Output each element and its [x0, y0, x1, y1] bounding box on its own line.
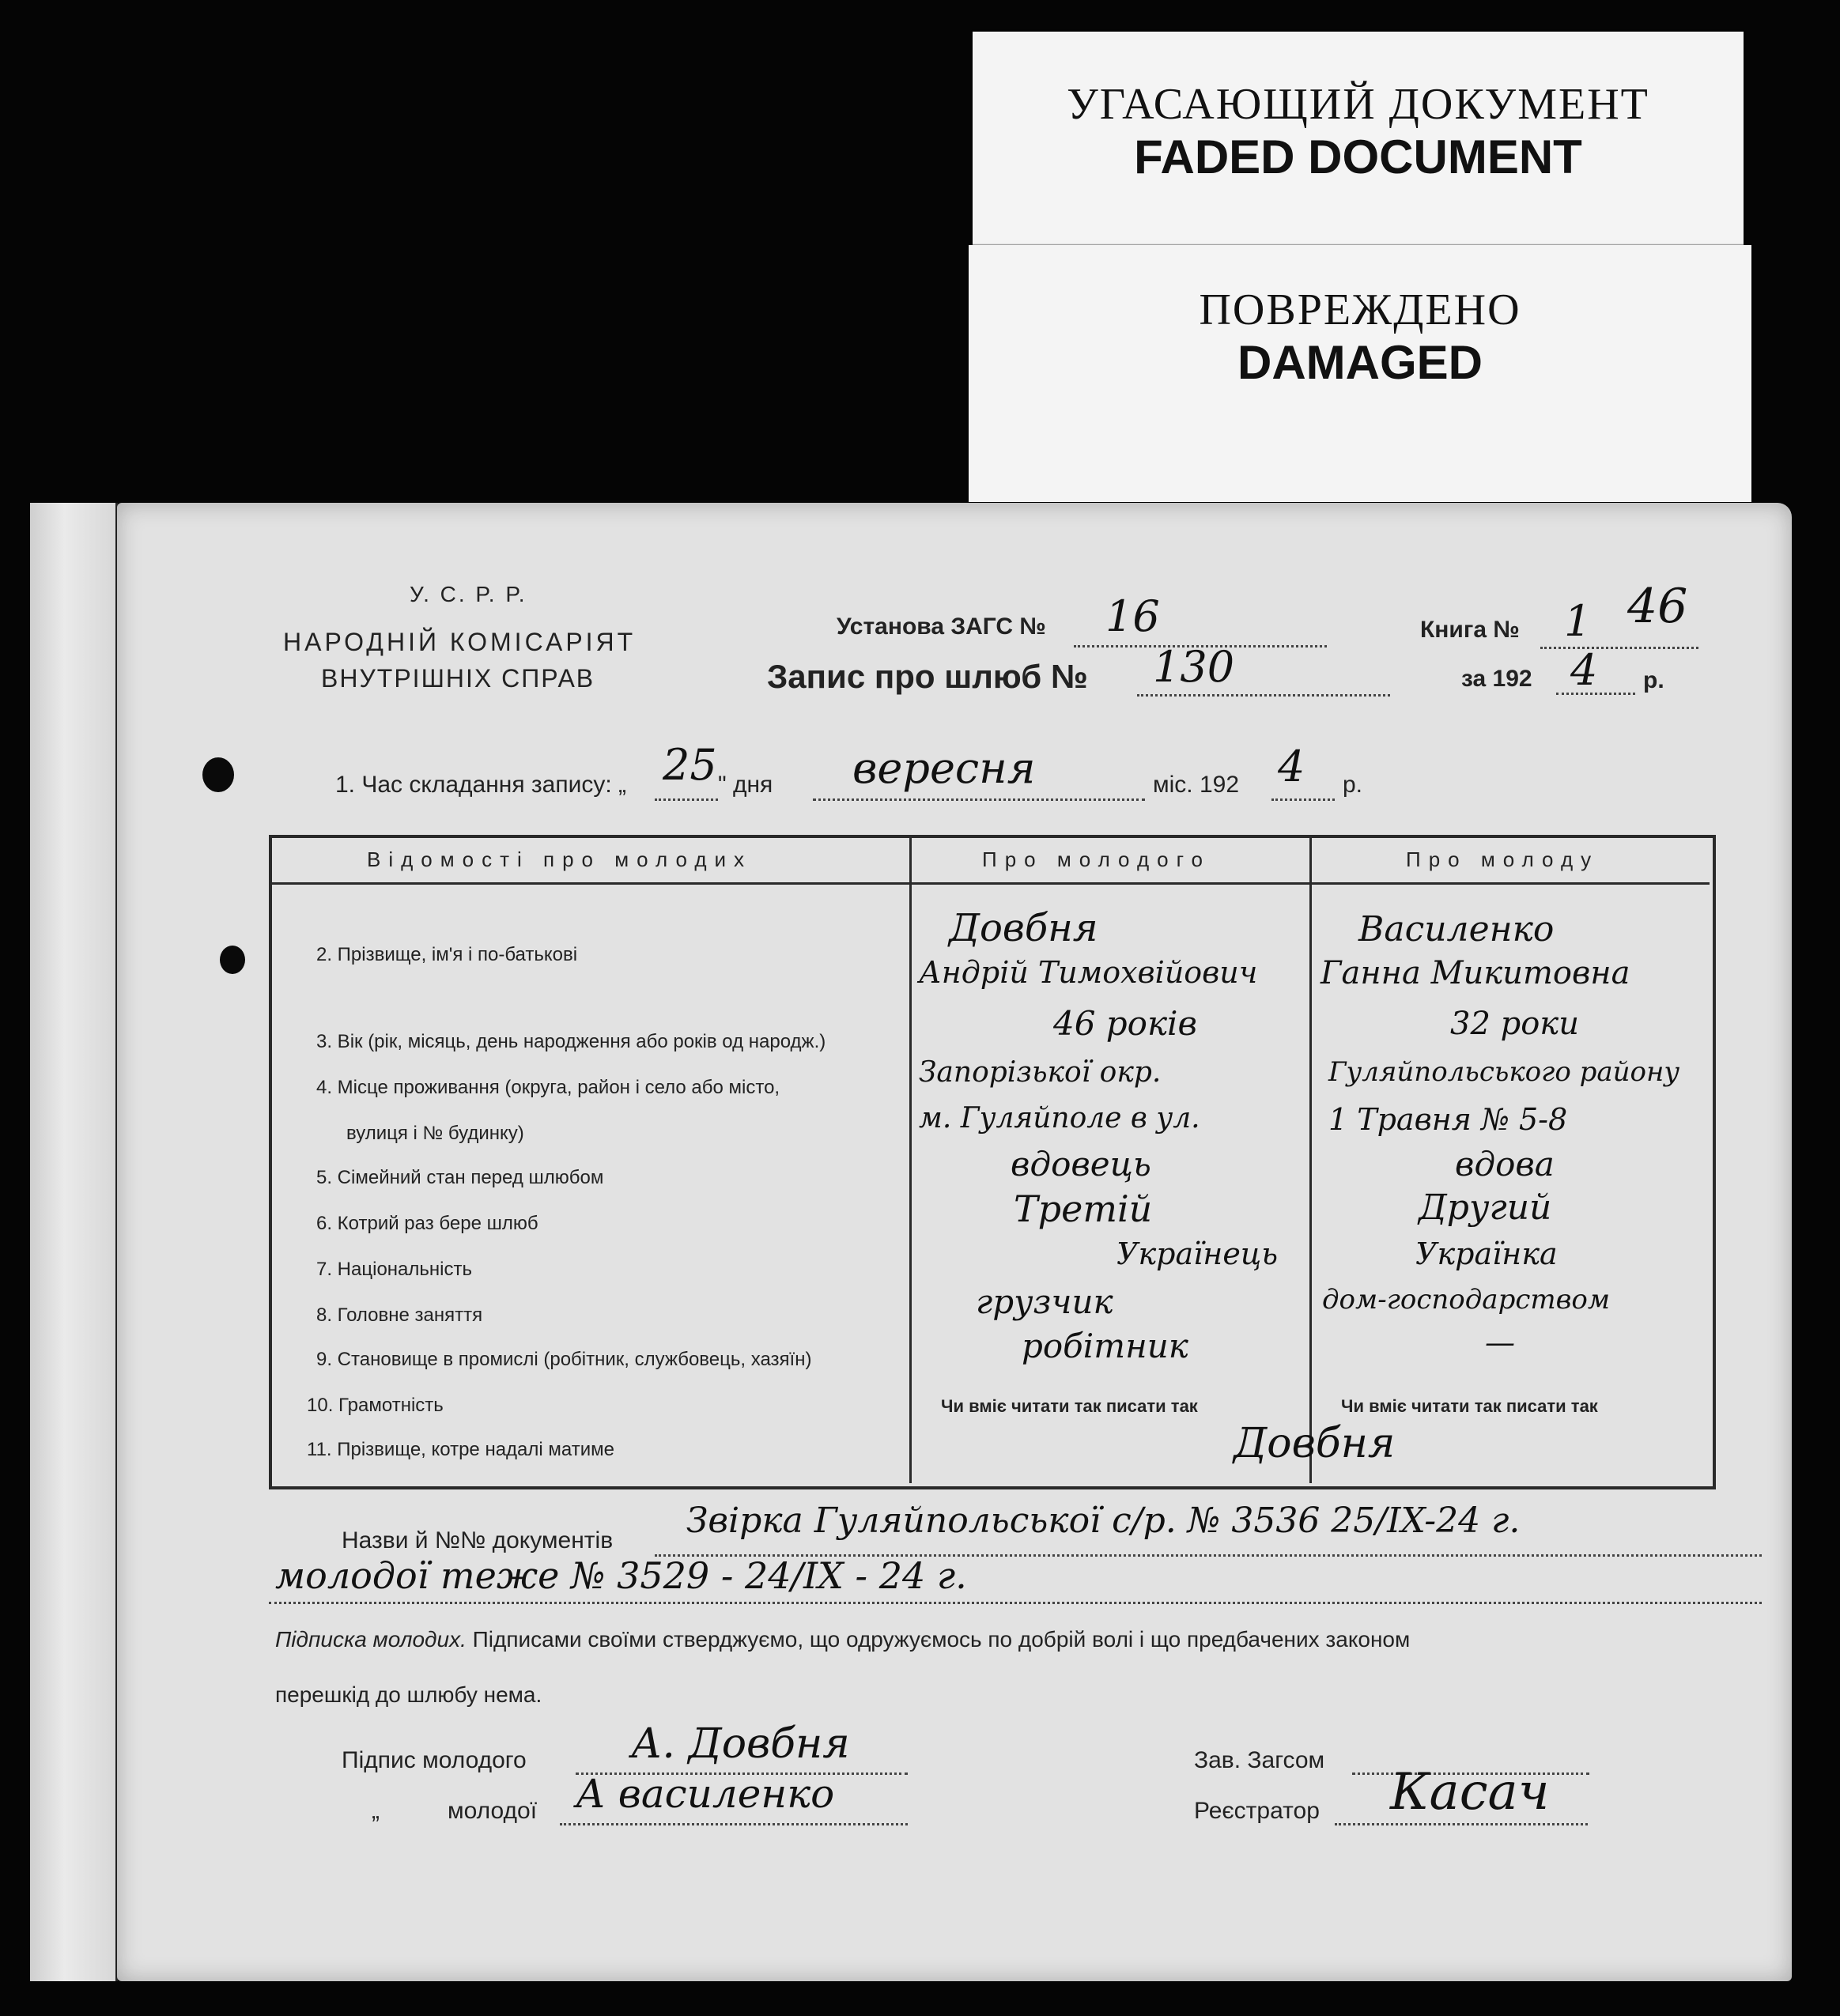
row-label-literacy: 10. Грамотність: [307, 1395, 444, 1416]
damaged-en-text: DAMAGED: [1237, 336, 1483, 389]
documents-value-1: Звірка Гуляйпольської с/р. № 3536 25/IX-24 г.: [686, 1501, 1521, 1541]
row-label-residence-2: вулиця і № будинку): [346, 1123, 524, 1144]
state-abbrev: У. С. Р. Р.: [410, 582, 527, 606]
book-no-line: [1540, 647, 1698, 649]
groom-future-surname: Довбня: [1234, 1420, 1396, 1467]
row-label-nationality: 7. Національність: [316, 1259, 472, 1280]
faded-en-text: FADED DOCUMENT: [1134, 130, 1582, 183]
table-header-groom: Про молодого: [982, 848, 1211, 871]
bride-signature-prefix: „: [372, 1798, 380, 1824]
groom-surname: Довбня: [949, 906, 1098, 950]
groom-given-names: Андрій Тимохвійович: [919, 955, 1258, 990]
declaration-lead: Підписка молодих.: [275, 1627, 467, 1652]
record-day-value: 25: [663, 740, 717, 790]
damaged-ru-text: ПОВРЕЖДЕНО: [1199, 285, 1521, 334]
registrar-signature: Касач: [1390, 1763, 1550, 1822]
office-no-value: 16: [1105, 591, 1160, 641]
registrar-signature-line: [1335, 1823, 1588, 1825]
record-title: Запис про шлюб №: [767, 658, 1088, 695]
declaration-text: [275, 1627, 1410, 1652]
binding-strip: [30, 503, 118, 1981]
row-label-marital: 5. Сімейний стан перед шлюбом: [316, 1167, 604, 1188]
record-year-value: 4: [1278, 742, 1305, 791]
documents-line-2: [269, 1602, 1762, 1604]
book-label: Книга №: [1420, 617, 1520, 643]
bride-signature-label: молодої: [448, 1798, 538, 1824]
documents-value-2: молодої теже № 3529 - 24/IX - 24 г.: [275, 1554, 967, 1597]
record-day-line: [655, 798, 718, 801]
binding-hole: [220, 946, 245, 974]
bride-marital: вдова: [1455, 1145, 1555, 1184]
bride-residence-1: Гуляйпольського району: [1328, 1056, 1680, 1088]
binding-hole: [202, 757, 234, 792]
row-label-marriage-count: 6. Котрий раз бере шлюб: [316, 1213, 538, 1234]
year-label: за 192: [1461, 666, 1532, 692]
record-month-line: [813, 798, 1145, 801]
bride-marriage-count: Другий: [1419, 1187, 1552, 1228]
record-month-value: вересня: [852, 743, 1036, 793]
bride-residence-2: 1 Травня № 5-8: [1328, 1102, 1568, 1137]
documents-label: Назви й №№ документів: [342, 1527, 614, 1554]
record-time-label: 1. Час складання запису: „: [335, 772, 627, 798]
bride-surname: Василенко: [1358, 909, 1555, 949]
groom-signature-label: Підпис молодого: [342, 1747, 527, 1773]
bride-status: —: [1485, 1325, 1515, 1360]
row-label-residence: 4. Місце проживання (округа, район і село або місто,: [316, 1077, 780, 1098]
groom-residence-1: Запорізької окр.: [919, 1056, 1162, 1089]
book-extra-value: 46: [1627, 579, 1688, 634]
bride-nationality: Українка: [1415, 1236, 1558, 1271]
record-month-suffix: міс. 192: [1153, 772, 1240, 798]
groom-signature: А. Довбня: [631, 1720, 850, 1768]
groom-status: робітник: [1022, 1327, 1188, 1365]
declaration-text-2: перешкід до шлюбу нема.: [275, 1682, 542, 1707]
bride-signature-line: [560, 1823, 908, 1825]
record-year-line: [1271, 798, 1335, 801]
row-label-future-surname: 11. Прізвище, котре надалі матиме: [307, 1439, 614, 1460]
table-header-info: Відомості про молодих: [367, 848, 753, 871]
groom-literacy: Чи вміє читати так писати так: [941, 1396, 1198, 1416]
office-label: Установа ЗАГС №: [837, 613, 1046, 640]
bride-signature: А василенко: [576, 1771, 835, 1817]
declaration-body: Підписами своїми стверджуємо, що одружуємось по добрій волі і що предбачених законом: [466, 1627, 1411, 1652]
groom-age: 46 років: [1053, 1004, 1197, 1043]
groom-occupation: грузчик: [976, 1282, 1113, 1321]
table-header-rule: [269, 882, 1710, 885]
row-label-name: 2. Прізвище, ім'я і по-батькові: [316, 944, 578, 965]
row-label-status: 9. Становище в промислі (робітник, службовець, хазяїн): [316, 1349, 812, 1370]
bride-literacy: Чи вміє читати так писати так: [1341, 1396, 1598, 1416]
head-label: Зав. Загсом: [1194, 1747, 1325, 1773]
row-label-age: 3. Вік (рік, місяць, день народження або років од народж.): [316, 1031, 826, 1052]
record-no-line: [1137, 694, 1390, 697]
bride-given-names: Ганна Микитовна: [1320, 955, 1630, 991]
ministry-line-1: НАРОДНІЙ КОМІСАРІЯТ: [283, 628, 637, 656]
bride-occupation: дом-господарством: [1322, 1284, 1611, 1316]
groom-nationality: Українець: [1116, 1236, 1279, 1271]
book-no-value: 1: [1564, 596, 1592, 646]
groom-marital: вдовець: [1011, 1145, 1151, 1184]
faded-ru-text: УГАСАЮЩИЙ ДОКУМЕНТ: [1067, 80, 1649, 129]
ministry-line-2: ВНУТРІШНІХ СПРАВ: [321, 664, 595, 693]
year-digit-value: 4: [1570, 645, 1598, 695]
record-day-suffix: " дня: [718, 772, 773, 798]
marriage-record-page: [117, 503, 1792, 1981]
record-year-suffix: р.: [1343, 772, 1363, 798]
registrar-label: Реєстратор: [1194, 1798, 1320, 1824]
year-suffix: р.: [1643, 667, 1664, 693]
record-no-value: 130: [1153, 642, 1235, 692]
groom-marriage-count: Третій: [1014, 1187, 1153, 1230]
damaged-document-label: [969, 245, 1751, 502]
table-header-bride: Про молоду: [1406, 848, 1600, 871]
row-label-occupation: 8. Головне заняття: [316, 1304, 483, 1326]
table-col-rule: [909, 835, 912, 1483]
faded-document-label: [973, 32, 1744, 269]
bride-age: 32 роки: [1450, 1006, 1579, 1042]
groom-residence-2: м. Гуляйполе в ул.: [919, 1102, 1200, 1134]
table-col-rule: [1309, 835, 1312, 1483]
